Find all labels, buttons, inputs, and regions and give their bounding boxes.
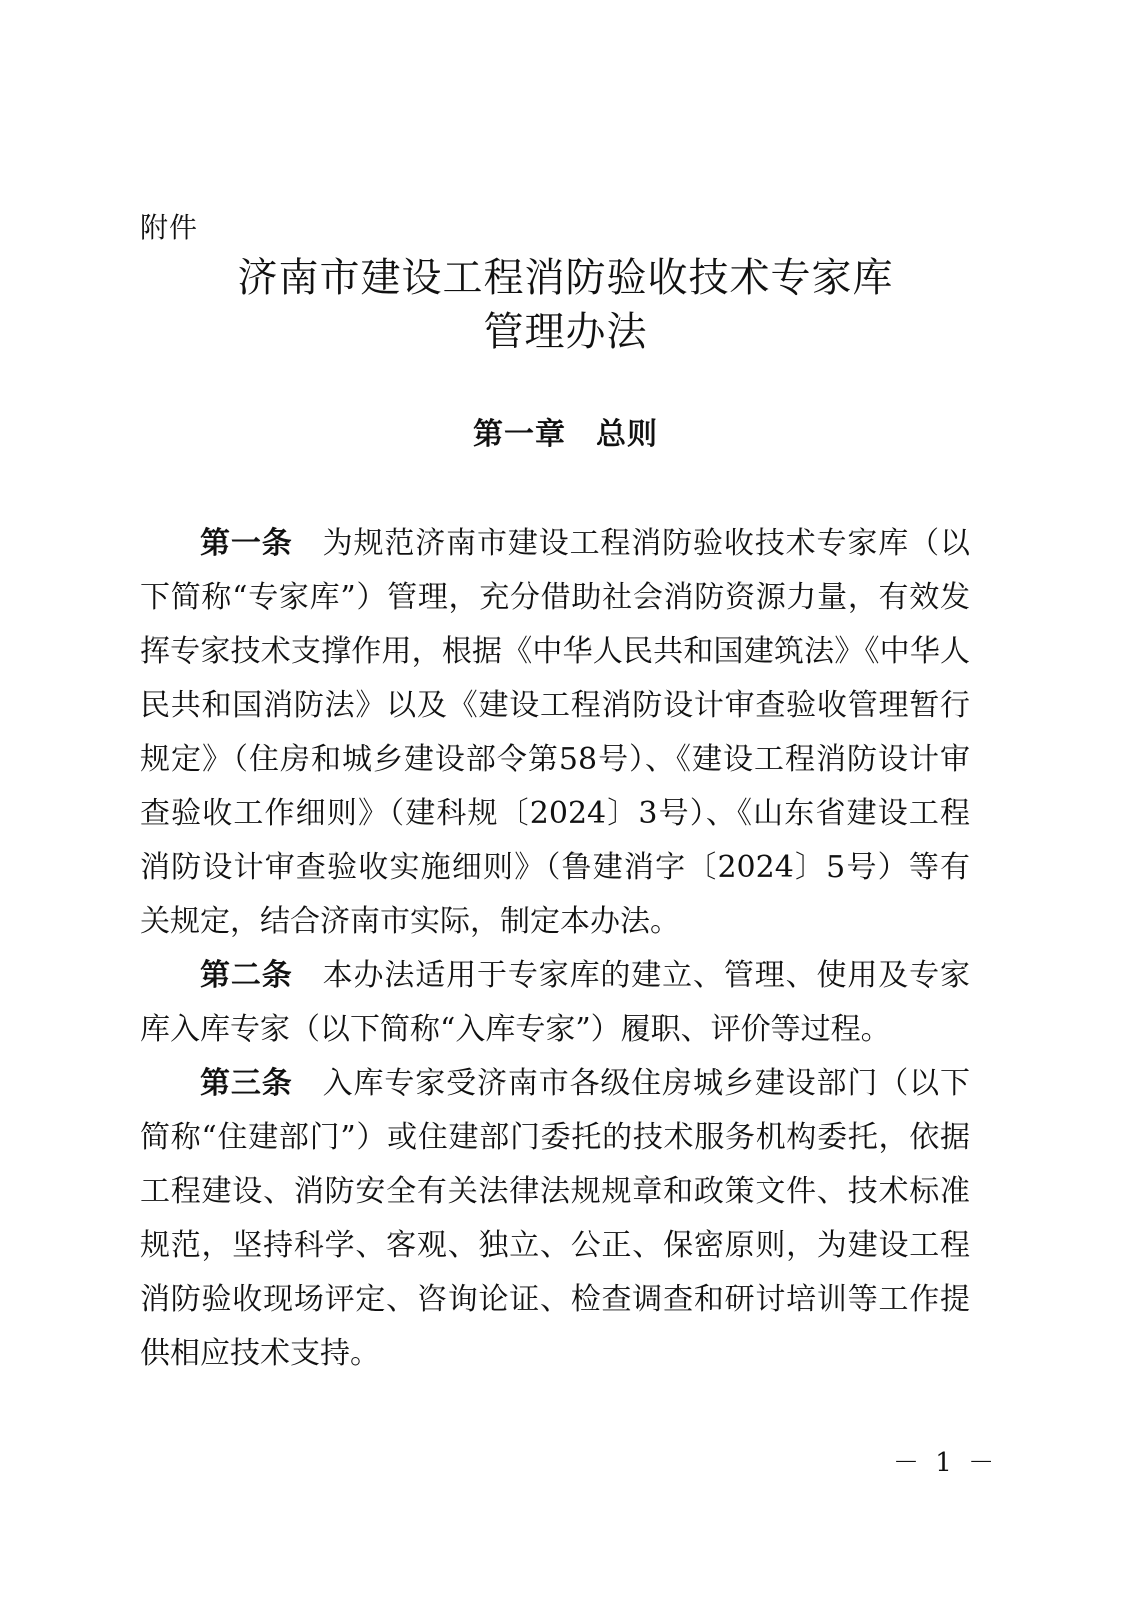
attachment-label: 附件 xyxy=(140,211,199,244)
chapter-heading xyxy=(0,414,1131,456)
article-1-label: 第一条 xyxy=(200,526,293,561)
document-title-line-2: 管理办法 xyxy=(483,309,648,355)
article-3-label: 第三条 xyxy=(200,1066,293,1101)
article-2 xyxy=(140,949,970,1057)
article-3 xyxy=(140,1057,970,1381)
document-body xyxy=(140,517,970,1381)
document-title-line-1: 济南市建设工程消防验收技术专家库 xyxy=(237,255,894,301)
article-2-label: 第二条 xyxy=(200,958,293,993)
article-2-text: 本办法适用于专家库的建立、管理、使用及专家库入库专家（以下简称“入库专家”）履职、评价等过程。 xyxy=(140,958,971,1047)
page-number: － 1 － xyxy=(893,1448,999,1478)
chapter-number: 第一章 xyxy=(473,417,566,452)
chapter-name: 总则 xyxy=(596,417,658,452)
article-1-text: 为规范济南市建设工程消防验收技术专家库（以下简称“专家库”）管理，充分借助社会消防资源力量，有效发挥专家技术支撑作用，根据《中华人民共和国建筑法》《中华人民共和国消防法》以及《建设工程消防设计审查验收管理暂行规定》（住房和城乡建设部令第58号）、《建设工程消防设计审查验收工作细则》（建科规〔2024〕3号）、《山东省建设工程消防设计审查验收实施细则》（鲁建消字〔2024〕5号）等有关规定，结合济南市实际，制定本办法。 xyxy=(140,526,971,939)
article-3-text: 入库专家受济南市各级住房城乡建设部门（以下简称“住建部门”）或住建部门委托的技术服务机构委托，依据工程建设、消防安全有关法律法规规章和政策文件、技术标准规范，坚持科学、客观、独立、公正、保密原则，为建设工程消防验收现场评定、咨询论证、检查调查和研讨培训等工作提供相应技术支持。 xyxy=(140,1066,971,1371)
article-1 xyxy=(140,517,970,949)
